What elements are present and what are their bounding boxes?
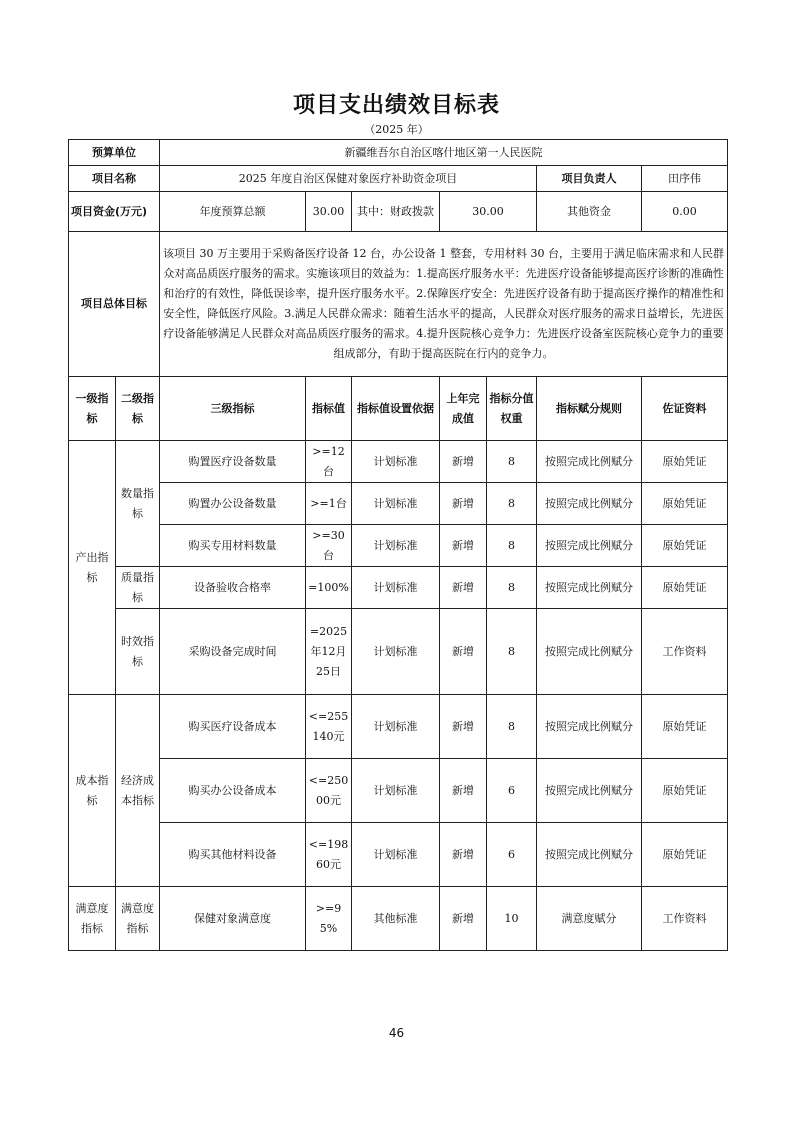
indicator-name: 采购设备完成时间 bbox=[160, 609, 306, 695]
fiscal-value: 30.00 bbox=[440, 192, 537, 232]
table-row bbox=[69, 759, 728, 823]
page-title: 项目支出绩效目标表 bbox=[292, 93, 500, 118]
performance-target-table bbox=[68, 139, 728, 951]
project-name-row bbox=[69, 166, 728, 192]
project-leader-label: 项目负责人 bbox=[537, 166, 642, 192]
indicator-name: 购买专用材料数量 bbox=[160, 525, 306, 567]
group-cost: 成本指标 bbox=[69, 695, 116, 887]
indicator-evidence: 工作资料 bbox=[642, 887, 728, 951]
indicator-evidence: 原始凭证 bbox=[642, 823, 728, 887]
project-leader-value: 田序伟 bbox=[642, 166, 728, 192]
indicator-last-year: 新增 bbox=[440, 887, 487, 951]
overall-goal-row bbox=[69, 232, 728, 377]
table-row bbox=[69, 567, 728, 609]
group-economic-cost: 经济成本指标 bbox=[116, 695, 160, 887]
indicator-last-year: 新增 bbox=[440, 759, 487, 823]
year-label: （2025 年） bbox=[364, 123, 429, 136]
indicator-value: >=30台 bbox=[306, 525, 352, 567]
header-level2: 二级指标 bbox=[116, 377, 160, 441]
header-last-year: 上年完成值 bbox=[440, 377, 487, 441]
group-quality: 质量指标 bbox=[116, 567, 160, 609]
overall-goal-text: 该项目 30 万主要用于采购备医疗设备 12 台，办公设备 1 整套，专用材料 30 台，主要用于满足临床需求和人民群众对高品质医疗服务的需求。实施该项目的效益为：1.提高医疗服务水平：先进医疗设备能够提高医疗诊断的准确性和治疗的有效性，降低误诊率，提升医疗服务水平。2.保障医疗安全：先进医疗设备有助于提高医疗操作的精准性和安全性，降低医疗风险。3.满足人民群众需求：随着生活水平的提高，人民群众对医疗服务的需求日益增长，先进医疗设备能够满足人民群众对高品质医疗服务的需求。4.提升医院核心竞争力：先进医疗设备室医院核心竞争力的重要组成部分，有助于提高医院在行内的竞争力。 bbox=[160, 232, 728, 377]
budget-unit-row bbox=[69, 140, 728, 166]
indicator-weight: 8 bbox=[487, 525, 537, 567]
indicator-last-year: 新增 bbox=[440, 567, 487, 609]
table-row bbox=[69, 525, 728, 567]
table-row bbox=[69, 823, 728, 887]
indicator-weight: 10 bbox=[487, 887, 537, 951]
indicator-value: <=25000元 bbox=[306, 759, 352, 823]
overall-goal-label: 项目总体目标 bbox=[69, 232, 160, 377]
group-output: 产出指标 bbox=[69, 441, 116, 695]
budget-unit-value: 新疆维吾尔自治区喀什地区第一人民医院 bbox=[160, 140, 728, 166]
indicator-rule: 按照完成比例赋分 bbox=[537, 567, 642, 609]
indicator-name: 保健对象满意度 bbox=[160, 887, 306, 951]
table-row bbox=[69, 887, 728, 951]
fiscal-label: 其中：财政拨款 bbox=[352, 192, 440, 232]
indicator-weight: 8 bbox=[487, 695, 537, 759]
funds-label: 项目资金(万元) bbox=[69, 192, 160, 232]
indicator-rule: 按照完成比例赋分 bbox=[537, 759, 642, 823]
indicator-rule: 按照完成比例赋分 bbox=[537, 525, 642, 567]
header-rule: 指标赋分规则 bbox=[537, 377, 642, 441]
indicator-last-year: 新增 bbox=[440, 441, 487, 483]
indicator-value: >=95% bbox=[306, 887, 352, 951]
indicator-weight: 8 bbox=[487, 441, 537, 483]
table-row bbox=[69, 609, 728, 695]
header-level3: 三级指标 bbox=[160, 377, 306, 441]
indicator-name: 购置办公设备数量 bbox=[160, 483, 306, 525]
other-funds-value: 0.00 bbox=[642, 192, 728, 232]
indicator-value: <=19860元 bbox=[306, 823, 352, 887]
project-name-label: 项目名称 bbox=[69, 166, 160, 192]
indicator-evidence: 原始凭证 bbox=[642, 695, 728, 759]
indicator-last-year: 新增 bbox=[440, 695, 487, 759]
indicator-name: 设备验收合格率 bbox=[160, 567, 306, 609]
header-basis: 指标值设置依据 bbox=[352, 377, 440, 441]
indicator-value: =2025年12月25日 bbox=[306, 609, 352, 695]
group-satisfaction-sub: 满意度指标 bbox=[116, 887, 160, 951]
group-satisfaction: 满意度指标 bbox=[69, 887, 116, 951]
indicator-basis: 其他标准 bbox=[352, 887, 440, 951]
indicator-name: 购买医疗设备成本 bbox=[160, 695, 306, 759]
indicator-rule: 按照完成比例赋分 bbox=[537, 483, 642, 525]
annual-budget-label: 年度预算总额 bbox=[160, 192, 306, 232]
indicator-evidence: 工作资料 bbox=[642, 609, 728, 695]
indicator-value: =100% bbox=[306, 567, 352, 609]
indicator-header-row bbox=[69, 377, 728, 441]
indicator-basis: 计划标准 bbox=[352, 759, 440, 823]
page-number: 46 bbox=[388, 1026, 405, 1040]
indicator-last-year: 新增 bbox=[440, 609, 487, 695]
indicator-weight: 8 bbox=[487, 483, 537, 525]
indicator-rule: 满意度赋分 bbox=[537, 887, 642, 951]
group-timeliness: 时效指标 bbox=[116, 609, 160, 695]
group-quantity: 数量指标 bbox=[116, 441, 160, 567]
project-name-value: 2025 年度自治区保健对象医疗补助资金项目 bbox=[160, 166, 537, 192]
indicator-rule: 按照完成比例赋分 bbox=[537, 441, 642, 483]
indicator-weight: 6 bbox=[487, 823, 537, 887]
indicator-last-year: 新增 bbox=[440, 483, 487, 525]
other-funds-label: 其他资金 bbox=[537, 192, 642, 232]
indicator-weight: 8 bbox=[487, 567, 537, 609]
indicator-name: 购买办公设备成本 bbox=[160, 759, 306, 823]
indicator-basis: 计划标准 bbox=[352, 483, 440, 525]
annual-budget-value: 30.00 bbox=[306, 192, 352, 232]
indicator-basis: 计划标准 bbox=[352, 823, 440, 887]
indicator-rule: 按照完成比例赋分 bbox=[537, 695, 642, 759]
indicator-basis: 计划标准 bbox=[352, 525, 440, 567]
indicator-weight: 6 bbox=[487, 759, 537, 823]
indicator-value: >=1台 bbox=[306, 483, 352, 525]
indicator-value: <=255140元 bbox=[306, 695, 352, 759]
indicator-evidence: 原始凭证 bbox=[642, 759, 728, 823]
indicator-evidence: 原始凭证 bbox=[642, 483, 728, 525]
table-row bbox=[69, 483, 728, 525]
funds-row bbox=[69, 192, 728, 232]
indicator-evidence: 原始凭证 bbox=[642, 567, 728, 609]
indicator-basis: 计划标准 bbox=[352, 695, 440, 759]
indicator-basis: 计划标准 bbox=[352, 567, 440, 609]
header-evidence: 佐证资料 bbox=[642, 377, 728, 441]
indicator-evidence: 原始凭证 bbox=[642, 441, 728, 483]
header-level1: 一级指标 bbox=[69, 377, 116, 441]
indicator-weight: 8 bbox=[487, 609, 537, 695]
indicator-name: 购置医疗设备数量 bbox=[160, 441, 306, 483]
table-row bbox=[69, 695, 728, 759]
header-weight: 指标分值权重 bbox=[487, 377, 537, 441]
budget-unit-label: 预算单位 bbox=[69, 140, 160, 166]
indicator-last-year: 新增 bbox=[440, 823, 487, 887]
indicator-value: >=12台 bbox=[306, 441, 352, 483]
indicator-rule: 按照完成比例赋分 bbox=[537, 823, 642, 887]
indicator-name: 购买其他材料设备 bbox=[160, 823, 306, 887]
indicator-basis: 计划标准 bbox=[352, 441, 440, 483]
header-value: 指标值 bbox=[306, 377, 352, 441]
indicator-last-year: 新增 bbox=[440, 525, 487, 567]
indicator-rule: 按照完成比例赋分 bbox=[537, 609, 642, 695]
indicator-evidence: 原始凭证 bbox=[642, 525, 728, 567]
table-row bbox=[69, 441, 728, 483]
indicator-basis: 计划标准 bbox=[352, 609, 440, 695]
